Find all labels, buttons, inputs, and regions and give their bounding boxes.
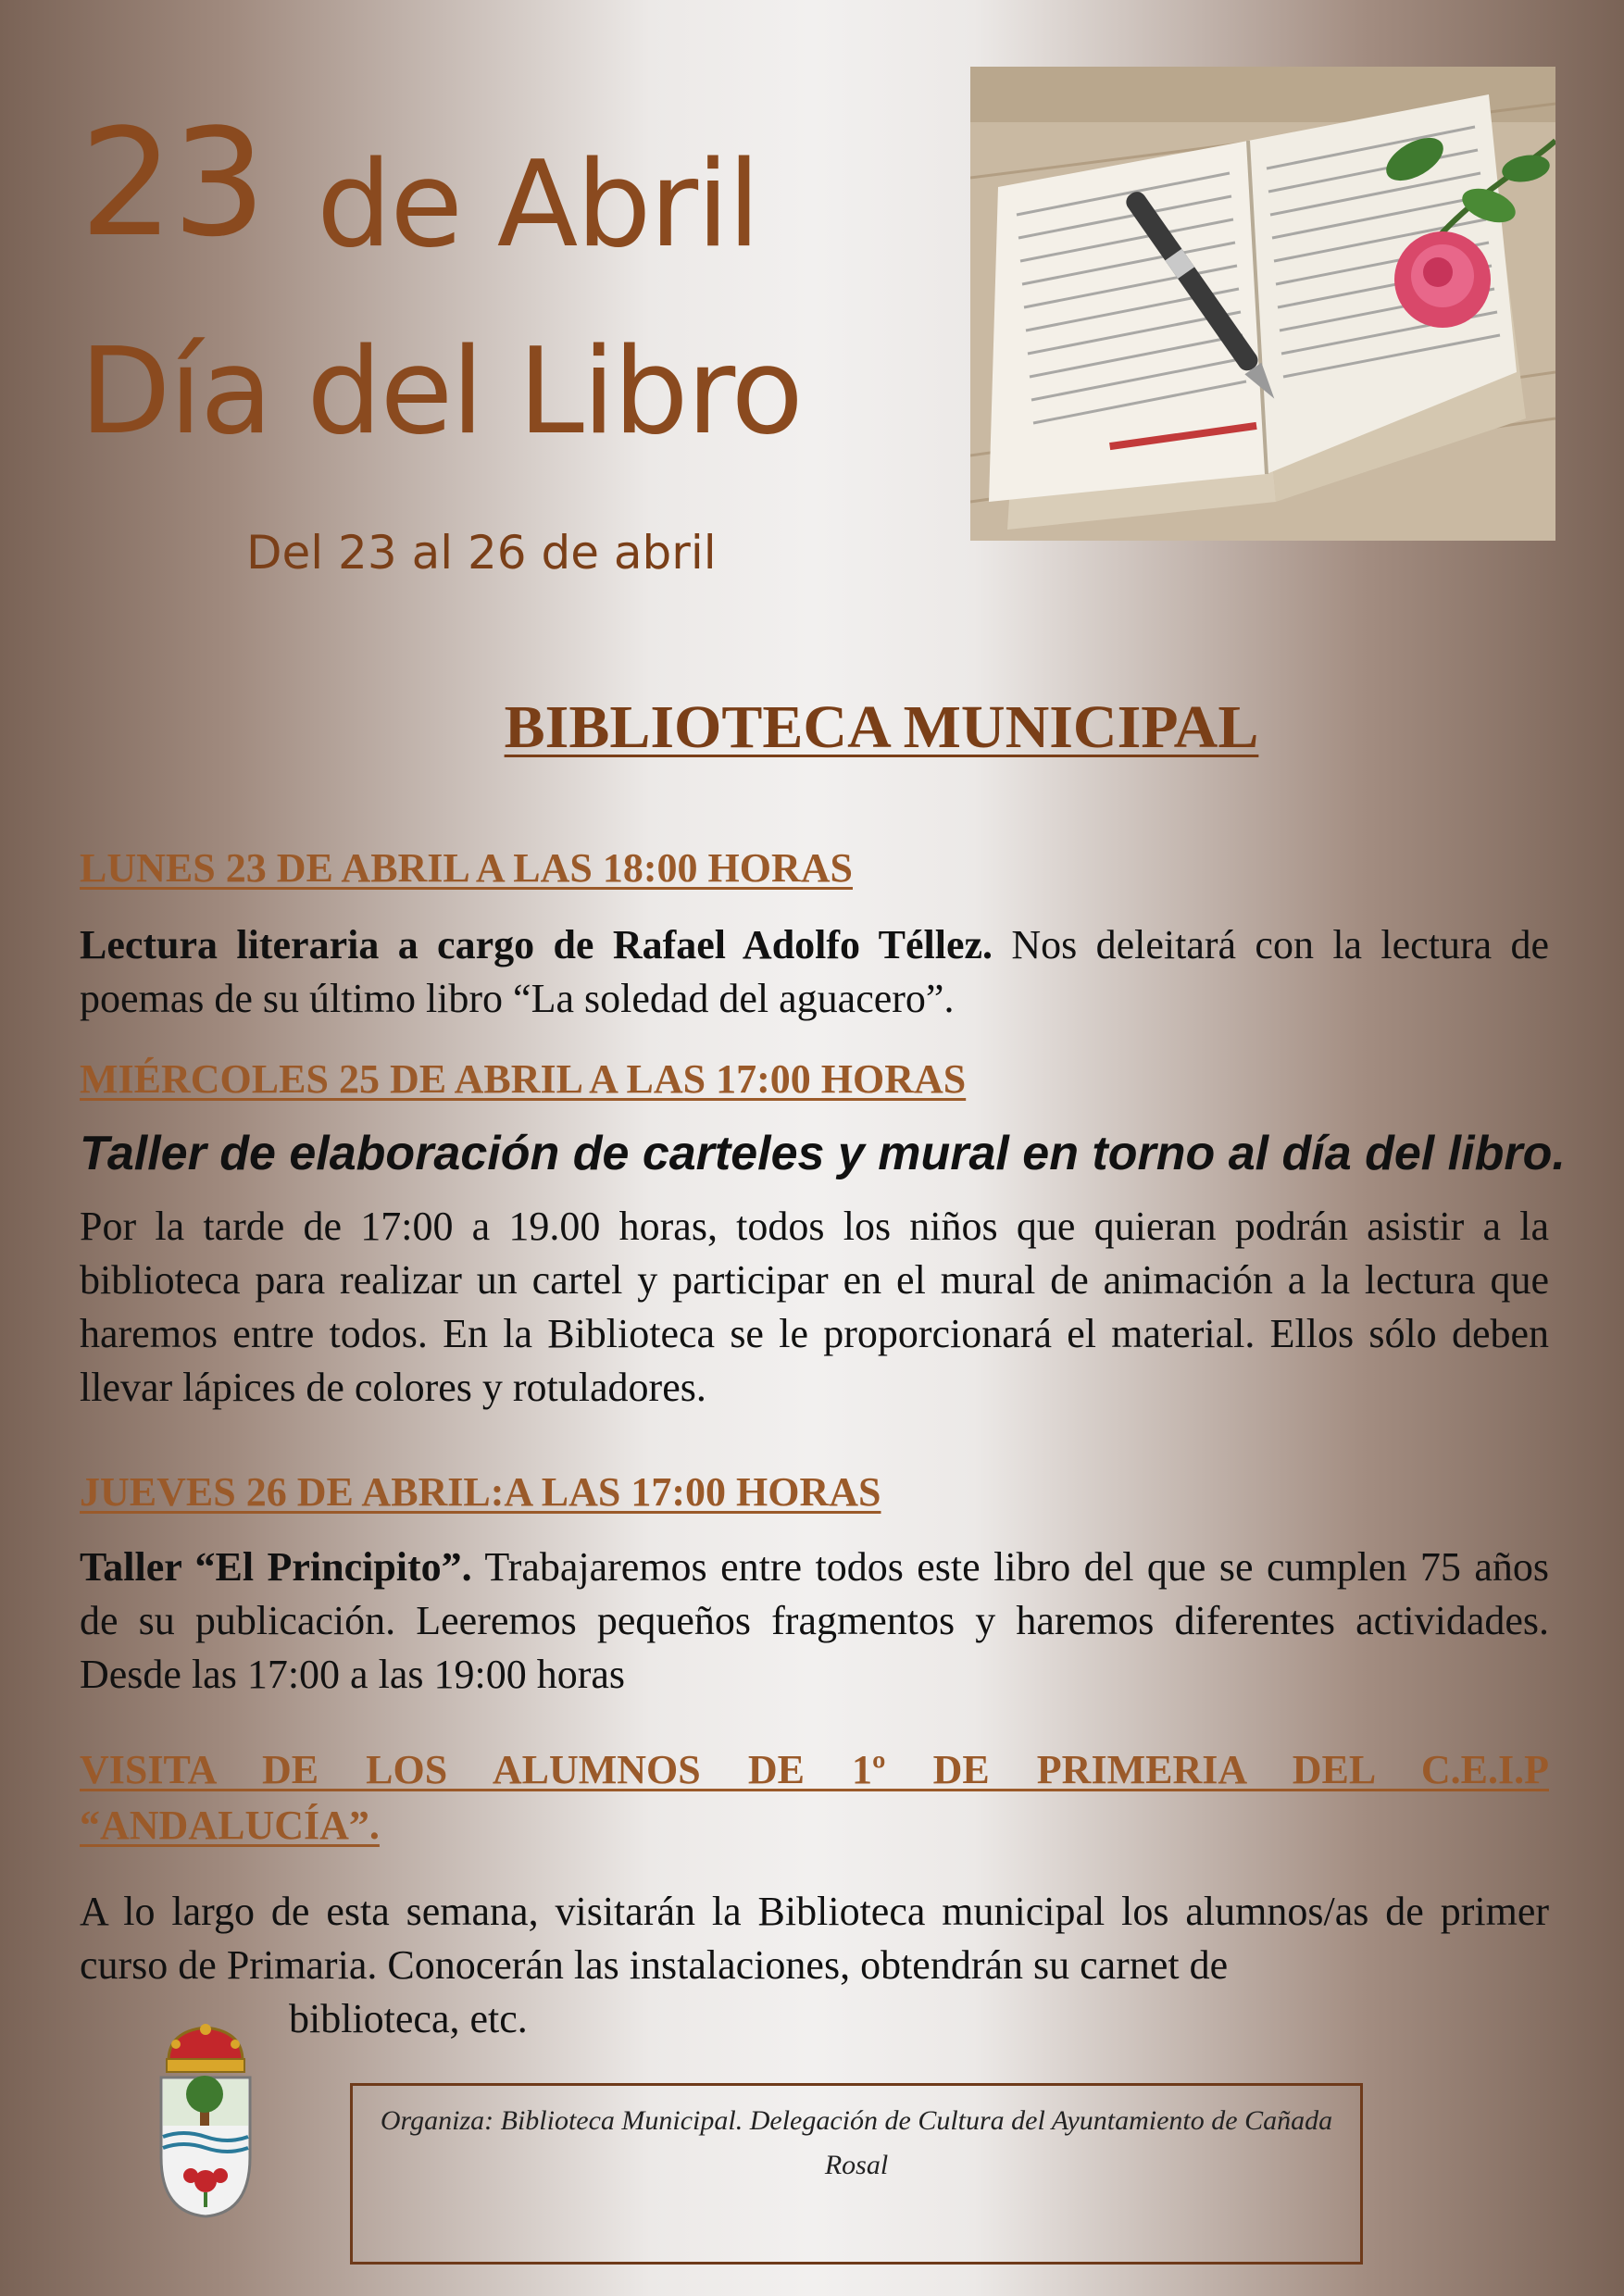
date-range: Del 23 al 26 de abril (246, 526, 717, 580)
event-heading-monday: LUNES 23 DE ABRIL A LAS 18:00 HORAS (80, 845, 853, 891)
visit-description-end: biblioteca, etc. (289, 1996, 528, 2041)
event-text-monday: Nos deleitará con la lectura de poemas de su último libro “La soledad del aguacero”. (80, 922, 1550, 1021)
event-description-monday (80, 918, 1549, 1026)
event-highlight-wednesday: Taller de elaboración de carteles y mural en torno al día del libro. (80, 1127, 1566, 1180)
title-day-number: 23 (80, 96, 265, 269)
event-heading-wednesday: MIÉRCOLES 25 DE ABRIL A LAS 17:00 HORAS (80, 1056, 967, 1102)
visit-description: A lo largo de esta semana, visitarán la Biblioteca municipal los alumnos/as de primer curso de Primaria. Conocerán las instalaciones, obtendrán su carnet de (80, 1889, 1549, 1988)
section-title-text: BIBLIOTECA MUNICIPAL (504, 693, 1259, 761)
event-description-wednesday: Por la tarde de 17:00 a 19.00 horas, todos los niños que quieran podrán asistir a la biblioteca para realizar un cartel y participar en el mural de animación a la lectura que haremos entre todos. En la Biblioteca se le proporcionará el material. Ellos sólo deben llevar lápices de colores y rotuladores. (80, 1204, 1549, 1410)
event-heading-thursday: JUEVES 26 DE ABRIL:A LAS 17:00 HORAS (80, 1469, 881, 1515)
visit-heading (80, 1742, 1549, 1853)
organizer-box: Organiza: Biblioteca Municipal. Delegación de Cultura del Ayuntamiento de Cañada Rosal (350, 2083, 1363, 2265)
title-month: de Abril (317, 136, 759, 274)
event-description-thursday (80, 1541, 1549, 1702)
event-lead-thursday: Taller “El Principito”. (80, 1544, 472, 1590)
event-lead-monday: Lectura literaria a cargo de Rafael Adolfo Téllez. (80, 922, 993, 967)
event-text-thursday: Trabajaremos entre todos este libro del que se cumplen 75 años de su publicación. Leeremos pequeños fragmentos y haremos diferentes actividades. Desde las 17:00 a las 19:00 horas (80, 1544, 1549, 1697)
visit-heading-line1: VISITA DE LOS ALUMNOS DE 1º DE PRIMERIA DEL C.E.I.P (80, 1747, 1549, 1792)
visit-heading-line2: “ANDALUCÍA”. (80, 1803, 380, 1848)
open-book-rose-photo (970, 67, 1555, 541)
section-title (0, 693, 1624, 763)
title-book-day: Día del Libro (80, 323, 802, 461)
municipal-coat-of-arms-icon (148, 2018, 263, 2222)
